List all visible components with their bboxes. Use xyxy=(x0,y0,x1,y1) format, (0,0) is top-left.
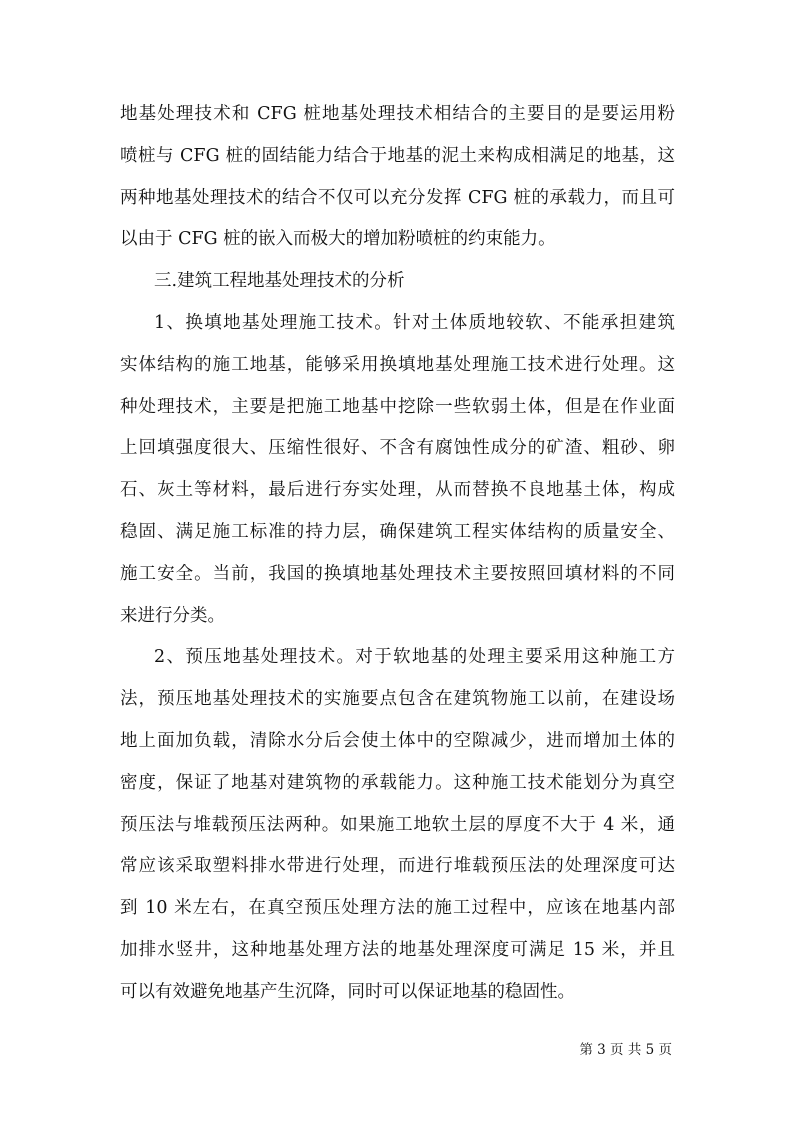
text-line: 加排水竖井，这种地基处理方法的地基处理深度可满足 15 米，并且 xyxy=(120,939,675,960)
document-body xyxy=(120,94,675,1014)
text-line: 法，预压地基处理技术的实施要点包含在建筑物施工以前，在建设场 xyxy=(120,689,675,710)
text-line: 喷桩与 CFG 桩的固结能力结合于地基的泥土来构成相满足的地基，这 xyxy=(120,145,675,166)
text-line: 2、预压地基处理技术。对于软地基的处理主要采用这种施工方 xyxy=(154,647,675,668)
page-number: 第 3 页 共 5 页 xyxy=(579,1042,672,1058)
text-line: 稳固、满足施工标准的持力层，确保建筑工程实体结构的质量安全、 xyxy=(120,521,675,542)
text-line: 来进行分类。 xyxy=(120,605,225,626)
text-line: 种处理技术，主要是把施工地基中挖除一些软弱土体，但是在作业面 xyxy=(120,396,675,417)
text-line: 实体结构的施工地基，能够采用换填地基处理施工技术进行处理。这 xyxy=(120,354,675,375)
text-line: 1、换填地基处理施工技术。针对土体质地较软、不能承担建筑 xyxy=(154,312,675,333)
text-line: 地基处理技术和 CFG 桩地基处理技术相结合的主要目的是要运用粉 xyxy=(120,104,675,124)
text-line: 密度，保证了地基对建筑物的承载能力。这种施工技术能划分为真空 xyxy=(120,772,675,793)
text-line: 到 10 米左右，在真空预压处理方法的施工过程中，应该在地基内部 xyxy=(120,898,675,919)
text-line: 可以有效避免地基产生沉降，同时可以保证地基的稳固性。 xyxy=(120,981,575,1002)
paragraph xyxy=(120,303,675,637)
paragraph xyxy=(120,637,675,1013)
text-line: 以由于 CFG 桩的嵌入而极大的增加粉喷桩的约束能力。 xyxy=(120,229,556,250)
text-line: 石、灰土等材料，最后进行夯实处理，从而替换不良地基土体，构成 xyxy=(120,480,675,501)
paragraph xyxy=(120,94,675,261)
text-line: 施工安全。当前，我国的换填地基处理技术主要按照回填材料的不同 xyxy=(120,563,675,584)
text-line: 常应该采取塑料排水带进行处理，而进行堆载预压法的处理深度可达 xyxy=(120,856,675,877)
text-line: 两种地基处理技术的结合不仅可以充分发挥 CFG 桩的承载力，而且可 xyxy=(120,187,675,208)
paragraph xyxy=(120,261,675,303)
section-heading: 三.建筑工程地基处理技术的分析 xyxy=(154,271,405,292)
text-line: 预压法与堆载预压法两种。如果施工地软土层的厚度不大于 4 米，通 xyxy=(120,814,675,835)
text-line: 上回填强度很大、压缩性很好、不含有腐蚀性成分的矿渣、粗砂、卵 xyxy=(120,438,675,459)
text-line: 地上面加负载，清除水分后会使土体中的空隙减少，进而增加土体的 xyxy=(120,730,675,751)
